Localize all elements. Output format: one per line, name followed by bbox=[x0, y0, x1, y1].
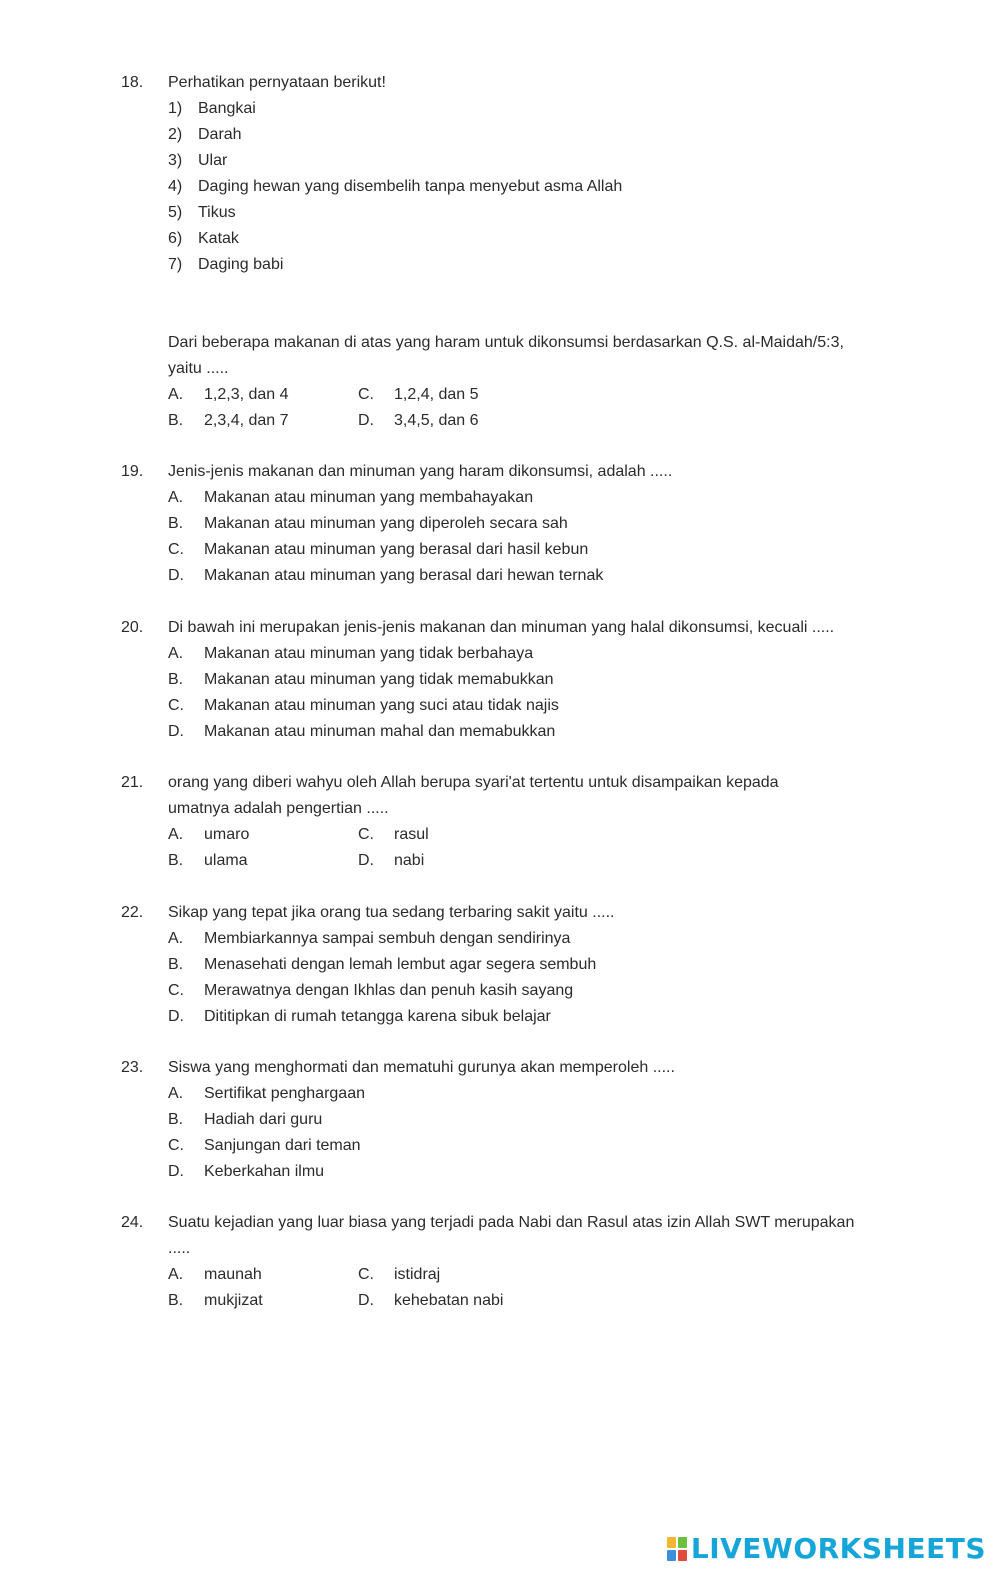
list-item: 3) Ular bbox=[168, 152, 228, 169]
question-stem: Siswa yang menghormati dan mematuhi gurunya akan memperoleh ..... bbox=[168, 1059, 675, 1076]
list-item: 4) Daging hewan yang disembelih tanpa menyebut asma Allah bbox=[168, 178, 623, 195]
option-c[interactable]: C. Merawatnya dengan Ikhlas dan penuh kasih sayang bbox=[168, 982, 574, 999]
option-a[interactable]: A. umaro bbox=[168, 826, 250, 843]
brand-text: LIVEWORKSHEETS bbox=[690, 1532, 986, 1565]
question-stem-line: Suatu kejadian yang luar biasa yang terjadi pada Nabi dan Rasul atas izin Allah SWT merupakan bbox=[168, 1214, 855, 1231]
question-number: 21. bbox=[121, 774, 144, 791]
list-item: 7) Daging babi bbox=[168, 256, 284, 273]
option-d[interactable]: D. kehebatan nabi bbox=[358, 1292, 504, 1309]
question-number: 20. bbox=[121, 619, 144, 636]
option-b[interactable]: B. Makanan atau minuman yang tidak memabukkan bbox=[168, 671, 554, 688]
question-stem-line: Dari beberapa makanan di atas yang haram untuk dikonsumsi berdasarkan Q.S. al-Maidah/5:3, bbox=[168, 334, 844, 351]
option-c[interactable]: C. Sanjungan dari teman bbox=[168, 1137, 361, 1154]
logo-square-e bbox=[678, 1550, 687, 1561]
question-stem: Perhatikan pernyataan berikut! bbox=[168, 74, 386, 91]
liveworksheets-logo bbox=[667, 1532, 986, 1565]
list-item: 1) Bangkai bbox=[168, 100, 256, 117]
logo-square-i bbox=[678, 1537, 687, 1548]
question-number: 22. bbox=[121, 904, 144, 921]
option-c[interactable]: C. 1,2,4, dan 5 bbox=[358, 386, 479, 403]
question-number: 18. bbox=[121, 74, 144, 91]
option-b[interactable]: B. Hadiah dari guru bbox=[168, 1111, 323, 1128]
question-stem: Jenis-jenis makanan dan minuman yang haram dikonsumsi, adalah ..... bbox=[168, 463, 673, 480]
question-number: 23. bbox=[121, 1059, 144, 1076]
option-c[interactable]: C. Makanan atau minuman yang berasal dari hasil kebun bbox=[168, 541, 589, 558]
question-number: 19. bbox=[121, 463, 144, 480]
list-item: 6) Katak bbox=[168, 230, 239, 247]
option-b[interactable]: B. Makanan atau minuman yang diperoleh secara sah bbox=[168, 515, 568, 532]
option-b[interactable]: B. mukjizat bbox=[168, 1292, 263, 1309]
option-c[interactable]: C. rasul bbox=[358, 826, 429, 843]
liveworksheets-logo-icon bbox=[667, 1537, 687, 1561]
question-stem-line: ..... bbox=[168, 1240, 191, 1257]
option-d[interactable]: D. 3,4,5, dan 6 bbox=[358, 412, 479, 429]
option-d[interactable]: D. nabi bbox=[358, 852, 425, 869]
logo-square-v bbox=[667, 1550, 676, 1561]
option-a[interactable]: A. 1,2,3, dan 4 bbox=[168, 386, 289, 403]
option-a[interactable]: A. Makanan atau minuman yang tidak berbahaya bbox=[168, 645, 534, 662]
option-a[interactable]: A. Sertifikat penghargaan bbox=[168, 1085, 365, 1102]
option-d[interactable]: D. Makanan atau minuman yang berasal dari hewan ternak bbox=[168, 567, 604, 584]
question-stem-line: umatnya adalah pengertian ..... bbox=[168, 800, 389, 817]
option-c[interactable]: C. istidraj bbox=[358, 1266, 441, 1283]
question-number: 24. bbox=[121, 1214, 144, 1231]
question-stem: Di bawah ini merupakan jenis-jenis makanan dan minuman yang halal dikonsumsi, kecuali ..... bbox=[168, 619, 835, 636]
option-a[interactable]: A. Membiarkannya sampai sembuh dengan sendirinya bbox=[168, 930, 571, 947]
option-b[interactable]: B. 2,3,4, dan 7 bbox=[168, 412, 289, 429]
list-item: 2) Darah bbox=[168, 126, 242, 143]
list-item: 5) Tikus bbox=[168, 204, 236, 221]
option-a[interactable]: A. Makanan atau minuman yang membahayakan bbox=[168, 489, 534, 506]
logo-square-l bbox=[667, 1537, 676, 1548]
option-a[interactable]: A. maunah bbox=[168, 1266, 262, 1283]
question-stem: Sikap yang tepat jika orang tua sedang terbaring sakit yaitu ..... bbox=[168, 904, 615, 921]
option-b[interactable]: B. ulama bbox=[168, 852, 248, 869]
question-stem-line: yaitu ..... bbox=[168, 360, 229, 377]
question-stem-line: orang yang diberi wahyu oleh Allah berupa syari'at tertentu untuk disampaikan kepada bbox=[168, 774, 779, 791]
option-c[interactable]: C. Makanan atau minuman yang suci atau tidak najis bbox=[168, 697, 559, 714]
option-d[interactable]: D. Keberkahan ilmu bbox=[168, 1163, 325, 1180]
option-b[interactable]: B. Menasehati dengan lemah lembut agar segera sembuh bbox=[168, 956, 597, 973]
option-d[interactable]: D. Makanan atau minuman mahal dan memabukkan bbox=[168, 723, 556, 740]
option-d[interactable]: D. Dititipkan di rumah tetangga karena sibuk belajar bbox=[168, 1008, 551, 1025]
